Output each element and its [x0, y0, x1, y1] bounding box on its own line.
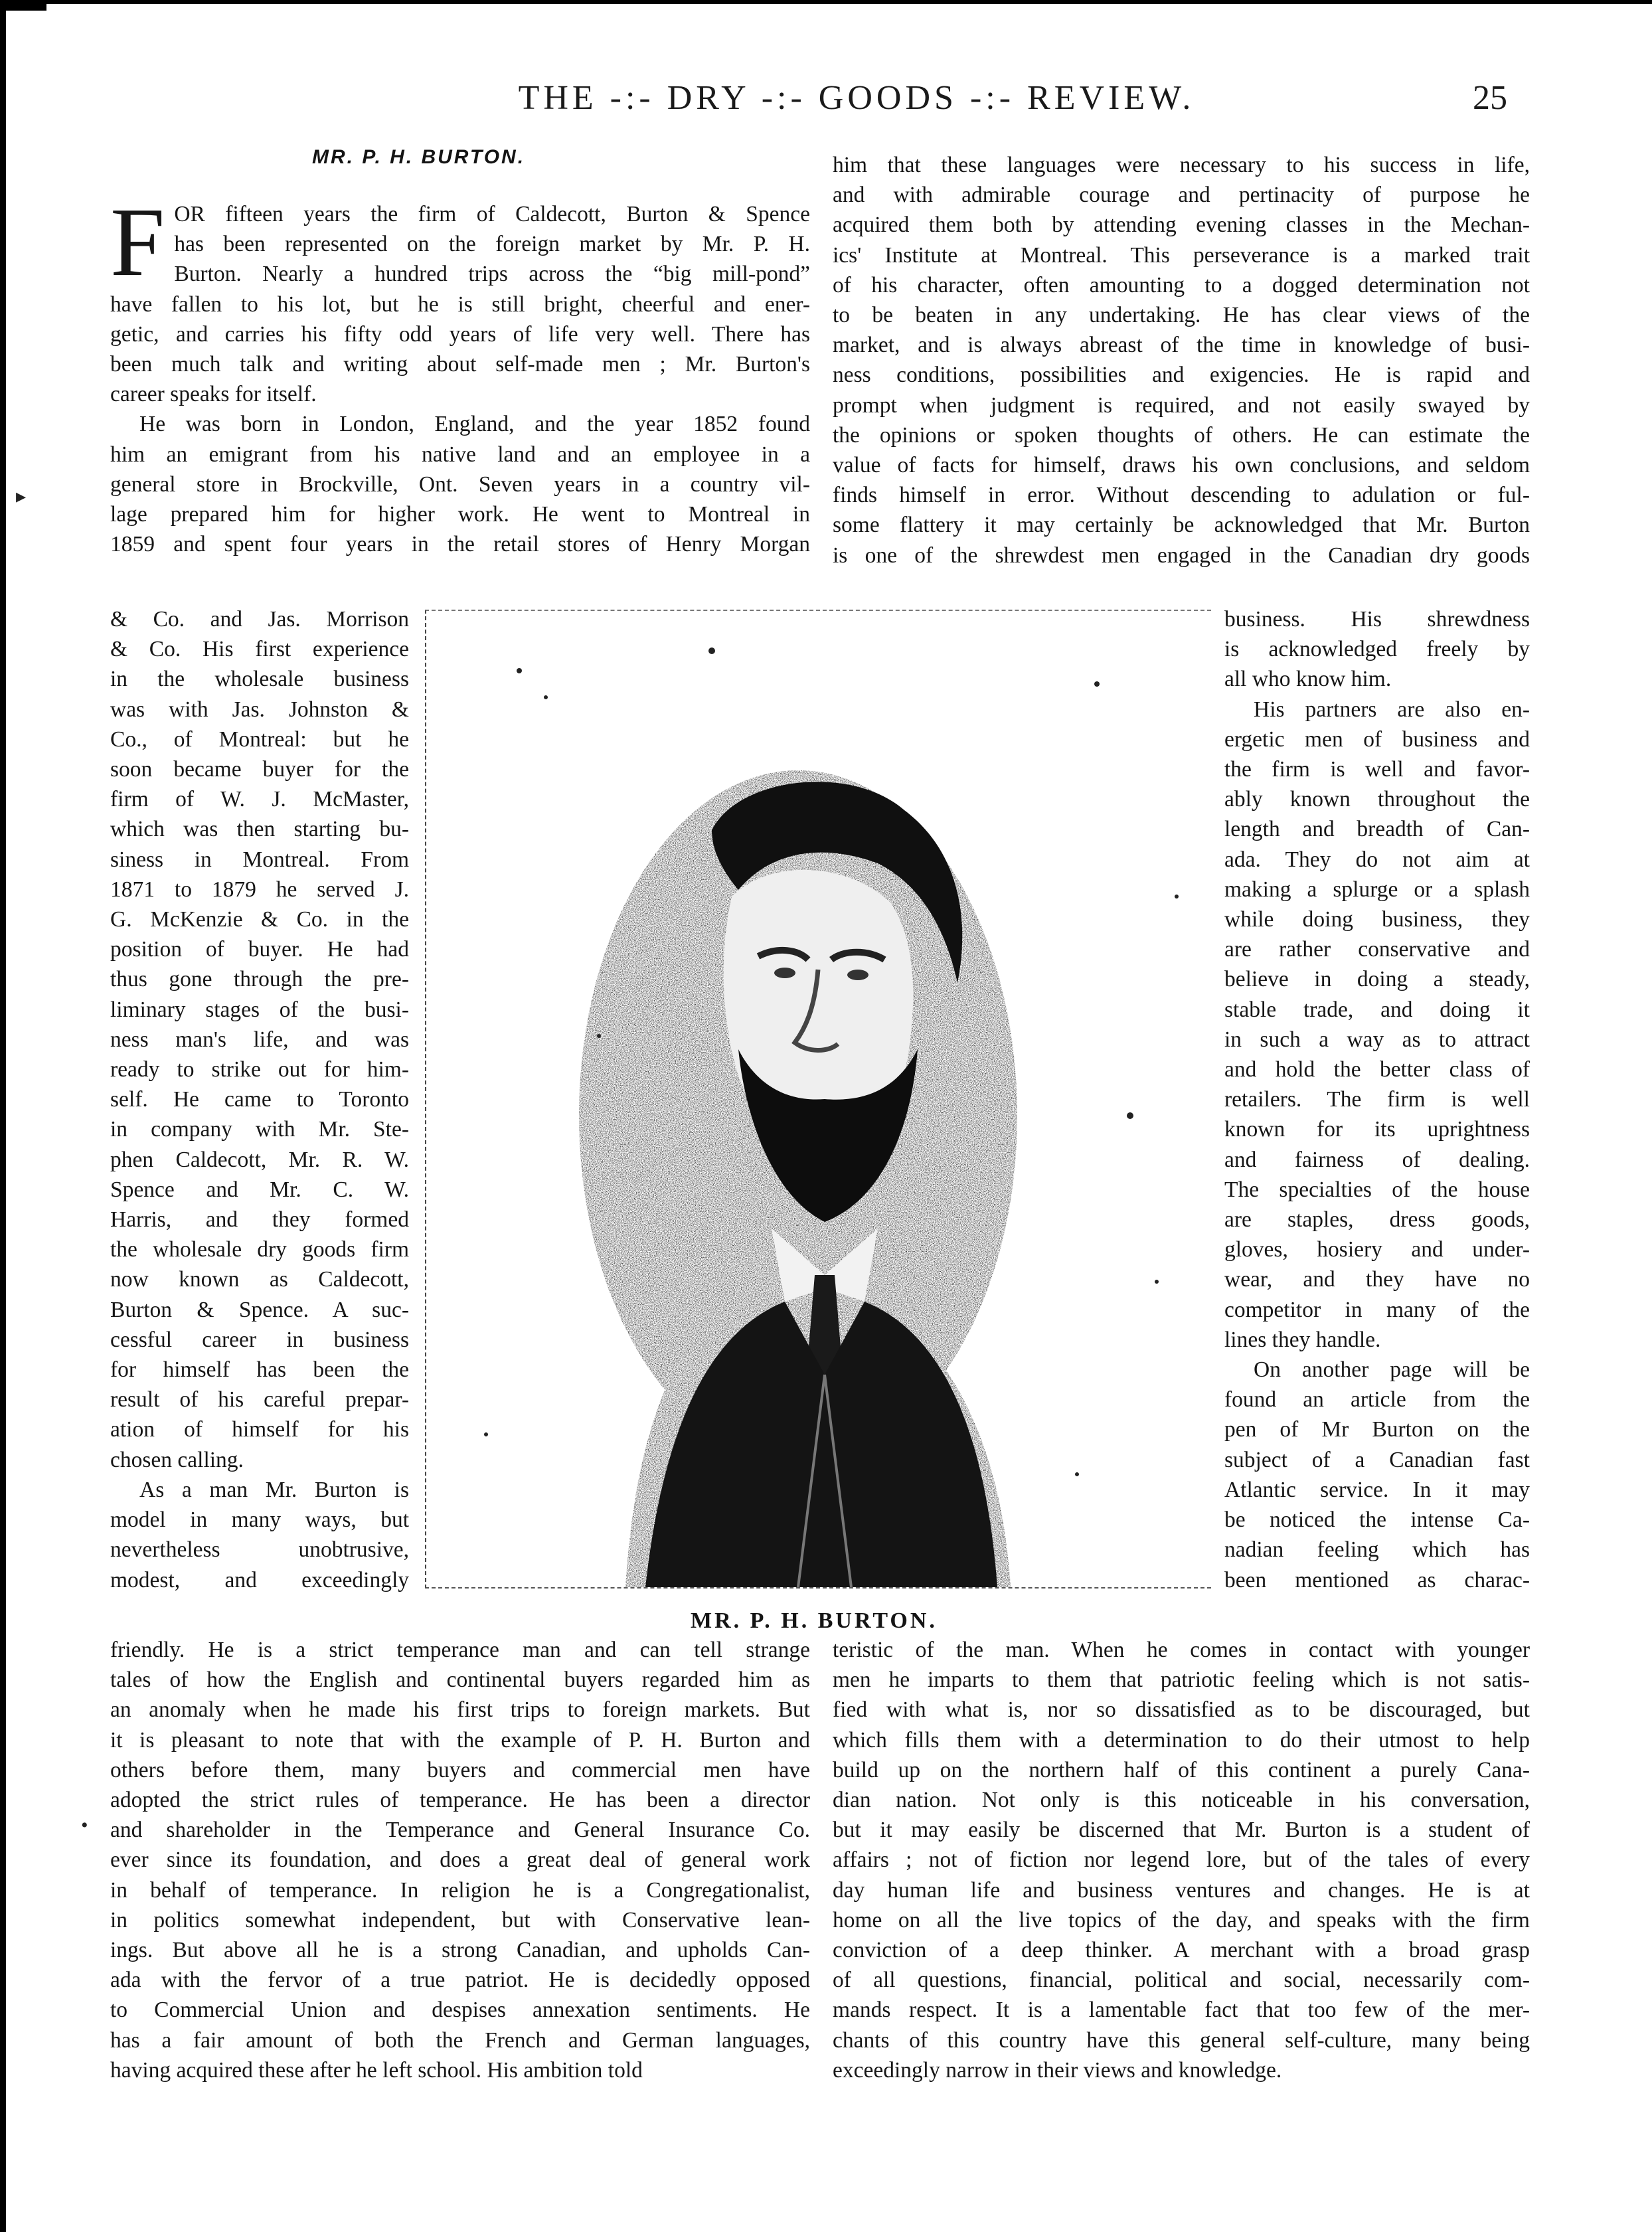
- text-line: 1859 and spent four years in the retail stores of Henry Morgan: [110, 532, 810, 557]
- text-line: teristic of the man. When he comes in contact with younger: [833, 1638, 1530, 1662]
- text-line: getic, and carries his fifty odd years of life very well. There has: [110, 321, 810, 347]
- text-line: nevertheless unobtrusive,: [110, 1537, 409, 1563]
- text-line: chants of this country have this general self-culture, many being: [833, 2027, 1530, 2053]
- text-line: self. He came to Toronto: [110, 1087, 409, 1112]
- text-line: in behalf of temperance. In religion he is a Congregationalist,: [110, 1877, 810, 1903]
- corner-mark: [0, 0, 46, 11]
- text-line: others before them, many buyers and commercial men have: [110, 1757, 810, 1782]
- text-line: making a splurge or a splash: [1224, 877, 1530, 902]
- text-line: chosen calling.: [110, 1447, 244, 1472]
- text-line: mands respect. It is a lamentable fact that too few of the mer-: [833, 1998, 1530, 2023]
- text-line: ergetic men of business and: [1224, 727, 1530, 752]
- running-head: THE -:- DRY -:- GOODS -:- REVIEW.: [518, 79, 1195, 117]
- text-line: dian nation. Not only is this noticeable in his conversation,: [833, 1788, 1530, 1813]
- text-line: market, and is always abreast of the time in knowledge of busi-: [833, 333, 1530, 358]
- portrait-engraving-icon: [426, 611, 1211, 1587]
- text-line: ings. But above all he is a strong Canadian, and upholds Can-: [110, 1938, 810, 1963]
- top-border-rule: [0, 0, 1652, 4]
- text-line: ably known throughout the: [1224, 787, 1530, 812]
- text-line: OR fifteen years the firm of Caldecott, Burton & Spence: [174, 202, 810, 226]
- text-line: the wholesale dry goods firm: [110, 1237, 409, 1262]
- text-line: him that these languages were necessary to his success in life,: [833, 153, 1530, 177]
- left-column-bottom: [110, 1635, 810, 2085]
- text-line: His partners are also en-: [1254, 697, 1530, 722]
- text-line: subject of a Canadian fast: [1224, 1447, 1530, 1472]
- text-line: be noticed the intense Ca-: [1224, 1507, 1530, 1533]
- text-line: friendly. He is a strict temperance man and can tell strange: [110, 1638, 810, 1662]
- text-line: & Co. His first experience: [110, 637, 409, 662]
- text-line: general store in Brockville, Ont. Seven years in a country vil-: [110, 472, 810, 497]
- text-line: conviction of a deep thinker. A merchant with a broad grasp: [833, 1938, 1530, 1963]
- text-line: prompt when judgment is required, and not easily swayed by: [833, 392, 1530, 418]
- text-line: men he imparts to them that patriotic feeling which is not satis-: [833, 1668, 1530, 1693]
- text-line: siness in Montreal. From: [110, 847, 409, 872]
- text-line: value of facts for himself, draws his own conclusions, and seldom: [833, 453, 1530, 478]
- text-line: Harris, and they formed: [110, 1207, 409, 1233]
- text-line: while doing business, they: [1224, 907, 1530, 932]
- text-line: and hold the better class of: [1224, 1057, 1530, 1082]
- text-line: has a fair amount of both the French and German languages,: [110, 2027, 810, 2053]
- text-line: wear, and they have no: [1224, 1267, 1530, 1292]
- text-line: and fairness of dealing.: [1224, 1147, 1530, 1172]
- text-line: ness man's life, and was: [110, 1027, 409, 1052]
- text-line: day human life and business ventures and changes. He is at: [833, 1877, 1530, 1903]
- text-line: tales of how the English and continental buyers regarded him as: [110, 1668, 810, 1693]
- text-line: been much talk and writing about self-made men ; Mr. Burton's: [110, 352, 810, 377]
- text-line: now known as Caldecott,: [110, 1267, 409, 1292]
- text-line: it is pleasant to note that with the example of P. H. Burton and: [110, 1727, 810, 1753]
- text-line: ada. They do not aim at: [1224, 847, 1530, 872]
- text-line: of his character, often amounting to a dogged determination not: [833, 272, 1530, 298]
- text-line: length and breadth of Can-: [1224, 817, 1530, 842]
- text-line: position of buyer. He had: [110, 937, 409, 962]
- text-line: lines they handle.: [1224, 1327, 1381, 1352]
- text-line: result of his careful prepar-: [110, 1387, 409, 1413]
- text-line: G. McKenzie & Co. in the: [110, 907, 409, 932]
- right-column-bottom: [833, 1635, 1530, 2085]
- text-line: acquired them both by attending evening classes in the Mechan-: [833, 213, 1530, 238]
- text-line: soon became buyer for the: [110, 757, 409, 782]
- margin-pointer-mark-icon: ▸: [16, 485, 27, 507]
- text-line: ever since its foundation, and does a great deal of general work: [110, 1847, 810, 1873]
- text-line: which fills them with a determination to do their utmost to help: [833, 1727, 1530, 1753]
- text-line: of all questions, financial, political and social, necessarily com-: [833, 1968, 1530, 1993]
- text-line: in politics somewhat independent, but with Conservative lean-: [110, 1907, 810, 1932]
- text-line: lage prepared him for higher work. He went to Montreal in: [110, 502, 810, 527]
- text-line: phen Caldecott, Mr. R. W.: [110, 1147, 409, 1172]
- photo-caption: MR. P. H. BURTON.: [691, 1608, 938, 1633]
- portrait-photo: [425, 610, 1211, 1588]
- text-line: & Co. and Jas. Morrison: [110, 607, 409, 632]
- dropcap-letter: F: [110, 188, 165, 297]
- right-column-narrow: [1224, 604, 1530, 1595]
- text-line: nadian feeling which has: [1224, 1537, 1530, 1563]
- text-line: modest, and exceedingly: [110, 1567, 409, 1592]
- text-line: home on all the live topics of the day, and speaks with the firm: [833, 1907, 1530, 1932]
- text-line: some flattery it may certainly be acknowledged that Mr. Burton: [833, 513, 1530, 538]
- text-line: ics' Institute at Montreal. This perseverance is a marked trait: [833, 242, 1530, 268]
- text-line: cessful career in business: [110, 1327, 409, 1352]
- text-line: which was then starting bu-: [110, 817, 409, 842]
- text-line: are rather conservative and: [1224, 937, 1530, 962]
- text-line: On another page will be: [1254, 1357, 1530, 1383]
- text-line: He was born in London, England, and the year 1852 found: [139, 412, 810, 437]
- text-line: model in many ways, but: [110, 1507, 409, 1533]
- text-line: Burton & Spence. A suc-: [110, 1297, 409, 1322]
- text-line: Spence and Mr. C. W.: [110, 1177, 409, 1202]
- text-line: adopted the strict rules of temperance. He has been a director: [110, 1788, 810, 1813]
- text-line: the opinions or spoken thoughts of others. He can estimate the: [833, 422, 1530, 448]
- text-line: in such a way as to attract: [1224, 1027, 1530, 1052]
- page-number: 25: [1473, 79, 1507, 117]
- text-line: pen of Mr Burton on the: [1224, 1417, 1530, 1442]
- margin-bullet-mark-icon: •: [81, 1814, 88, 1836]
- text-line: business. His shrewdness: [1224, 607, 1530, 632]
- text-line: finds himself in error. Without descending to adulation or ful-: [833, 483, 1530, 508]
- text-line: are staples, dress goods,: [1224, 1207, 1530, 1233]
- text-line: an anomaly when he made his first trips to foreign markets. But: [110, 1697, 810, 1723]
- text-line: ada with the fervor of a true patriot. He is decidedly opposed: [110, 1968, 810, 1993]
- article-title: MR. P. H. BURTON.: [312, 146, 526, 168]
- text-line: and shareholder in the Temperance and General Insurance Co.: [110, 1818, 810, 1843]
- text-line: exceedingly narrow in their views and knowledge.: [833, 2057, 1282, 2083]
- text-line: believe in doing a steady,: [1224, 967, 1530, 992]
- right-column-top: [833, 150, 1530, 570]
- text-line: ready to strike out for him-: [110, 1057, 409, 1082]
- text-line: found an article from the: [1224, 1387, 1530, 1413]
- text-line: firm of W. J. McMaster,: [110, 787, 409, 812]
- text-line: in the wholesale business: [110, 667, 409, 692]
- text-line: build up on the northern half of this continent a purely Cana-: [833, 1757, 1530, 1782]
- text-line: Burton. Nearly a hundred trips across the “big mill-pond”: [174, 262, 810, 287]
- text-line: is acknowledged freely by: [1224, 637, 1530, 662]
- text-line: all who know him.: [1224, 667, 1392, 692]
- text-line: retailers. The firm is well: [1224, 1087, 1530, 1112]
- text-line: affairs ; not of fiction nor legend lore, but of the tales of every: [833, 1847, 1530, 1873]
- text-line: thus gone through the pre-: [110, 967, 409, 992]
- text-line: Atlantic service. In it may: [1224, 1477, 1530, 1502]
- text-line: 1871 to 1879 he served J.: [110, 877, 409, 902]
- text-line: The specialties of the house: [1224, 1177, 1530, 1202]
- text-line: fied with what is, nor so dissatisfied as to be discouraged, but: [833, 1697, 1530, 1723]
- text-line: liminary stages of the busi-: [110, 997, 409, 1022]
- text-line: but it may easily be discerned that Mr. Burton is a student of: [833, 1818, 1530, 1843]
- text-line: As a man Mr. Burton is: [139, 1477, 409, 1502]
- text-line: having acquired these after he left school. His ambition told: [110, 2057, 643, 2083]
- text-line: to be beaten in any undertaking. He has clear views of the: [833, 303, 1530, 328]
- text-line: is one of the shrewdest men engaged in the Canadian dry goods: [833, 543, 1530, 568]
- text-line: and with admirable courage and pertinacity of purpose he: [833, 183, 1530, 208]
- left-column-narrow: [110, 604, 409, 1595]
- text-line: career speaks for itself.: [110, 382, 317, 407]
- text-line: Co., of Montreal: but he: [110, 727, 409, 752]
- text-line: have fallen to his lot, but he is still bright, cheerful and ener-: [110, 292, 810, 317]
- text-line: the firm is well and favor-: [1224, 757, 1530, 782]
- text-line: to Commercial Union and despises annexation sentiments. He: [110, 1998, 810, 2023]
- text-line: him an emigrant from his native land and an employee in a: [110, 442, 810, 467]
- text-line: for himself has been the: [110, 1357, 409, 1383]
- text-line: was with Jas. Johnston &: [110, 697, 409, 722]
- left-column-top: [110, 188, 810, 559]
- text-line: been mentioned as charac-: [1224, 1567, 1530, 1592]
- text-line: in company with Mr. Ste-: [110, 1117, 409, 1142]
- text-line: ness conditions, possibilities and exigencies. He is rapid and: [833, 363, 1530, 388]
- text-line: competitor in many of the: [1224, 1297, 1530, 1322]
- text-line: gloves, hosiery and under-: [1224, 1237, 1530, 1262]
- text-line: known for its uprightness: [1224, 1117, 1530, 1142]
- text-line: ation of himself for his: [110, 1417, 409, 1442]
- text-line: has been represented on the foreign market by Mr. P. H.: [174, 232, 810, 257]
- left-scan-edge: [0, 0, 6, 2232]
- text-line: stable trade, and doing it: [1224, 997, 1530, 1022]
